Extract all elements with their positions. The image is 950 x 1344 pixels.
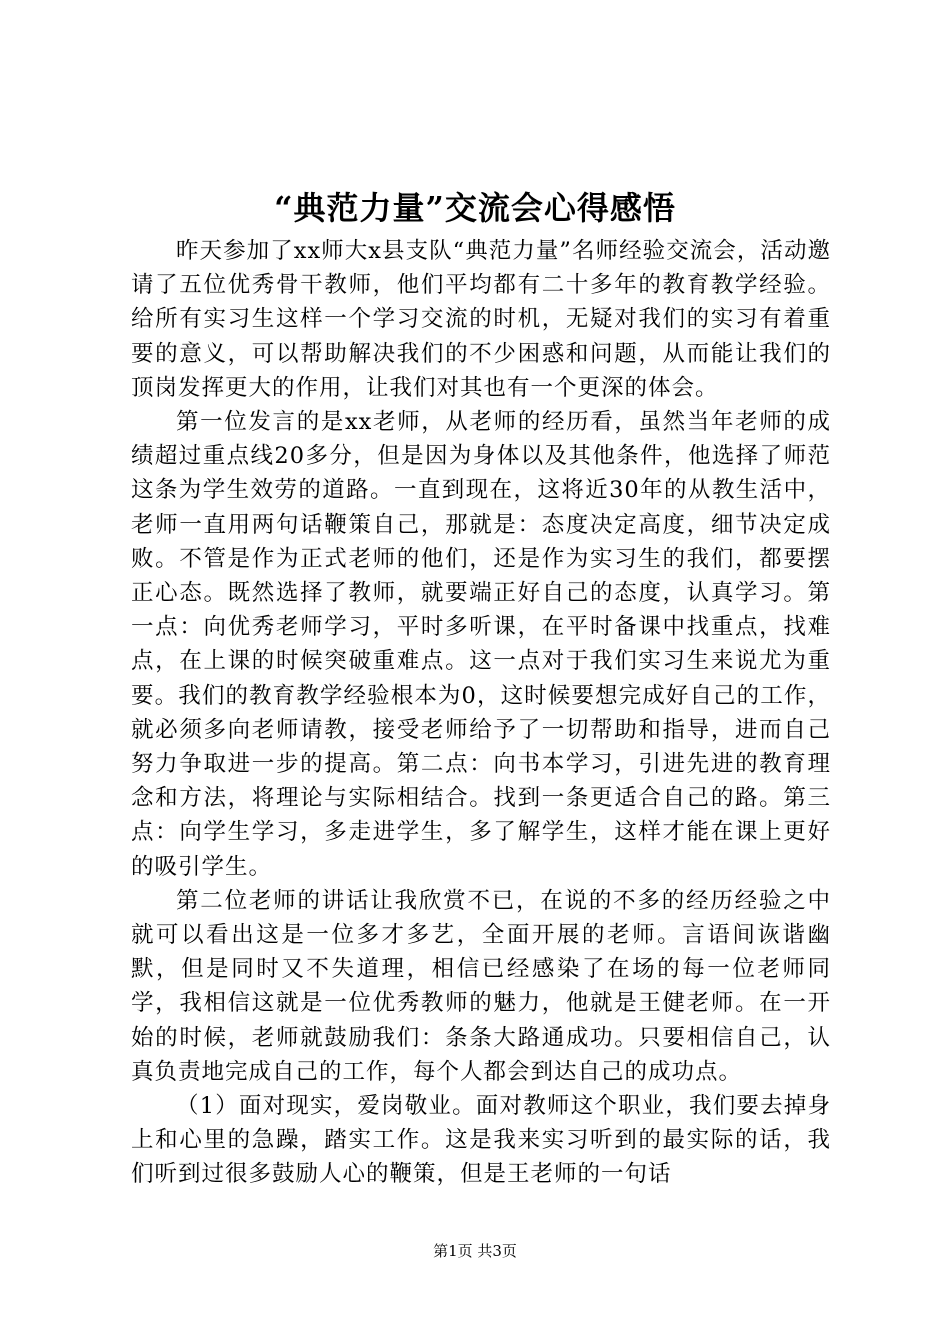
paragraph: 第二位老师的讲话让我欣赏不已，在说的不多的经历经验之中就可以看出这是一位多才多艺，全面开展的老师。言语间诙谐幽默，但是同时又不失道理，相信已经感染了在场的每一位老师同学，我相信这就是一位优秀教师的魅力，他就是王健老师。在一开始的时候，老师就鼓励我们：条条大路通成功。只要相信自己，认真负责地完成自己的工作，每个人都会到达自己的成功点。 [131, 887, 831, 1085]
paragraph: 第一位发言的是xx老师，从老师的经历看，虽然当年老师的成绩超过重点线20多分，但是因为身体以及其他条件，他选择了师范这条为学生效劳的道路。一直到现在，这将近30年的从教生活中，老师一直用两句话鞭策自己，那就是：态度决定高度，细节决定成败。不管是作为正式老师的他们，还是作为实习生的我们，都要摆正心态。既然选择了教师，就要端正好自己的态度，认真学习。第一点：向优秀老师学习，平时多听课，在平时备课中找重点，找难点，在上课的时候突破重难点。这一点对于我们实习生来说尤为重要。我们的教育教学经验根本为0，这时候要想完成好自己的工作，就必须多向老师请教，接受老师给予了一切帮助和指导，进而自己努力争取进一步的提高。第二点：向书本学习，引进先进的教育理念和方法，将理论与实际相结合。找到一条更适合自己的路。第三点：向学生学习，多走进学生，多了解学生，这样才能在课上更好的吸引学生。 [131, 409, 831, 880]
paragraph: （1）面对现实，爱岗敬业。面对教师这个职业，我们要去掉身上和心里的急躁，踏实工作。这是我来实习听到的最实际的话，我们听到过很多鼓励人心的鞭策，但是王老师的一句话 [131, 1093, 831, 1188]
document-body [131, 234, 831, 1192]
paragraph: 昨天参加了xx师大x县支队“典范力量”名师经验交流会，活动邀请了五位优秀骨干教师，他们平均都有二十多年的教育教学经验。给所有实习生这样一个学习交流的时机，无疑对我们的实习有着重要的意义，可以帮助解决我们的不少困惑和问题，从而能让我们的顶岗发挥更大的作用，让我们对其也有一个更深的体会。 [131, 238, 831, 401]
document-title: “典范力量”交流会心得感悟 [274, 189, 676, 227]
page-footer: 第1页 共3页 [433, 1242, 517, 1260]
